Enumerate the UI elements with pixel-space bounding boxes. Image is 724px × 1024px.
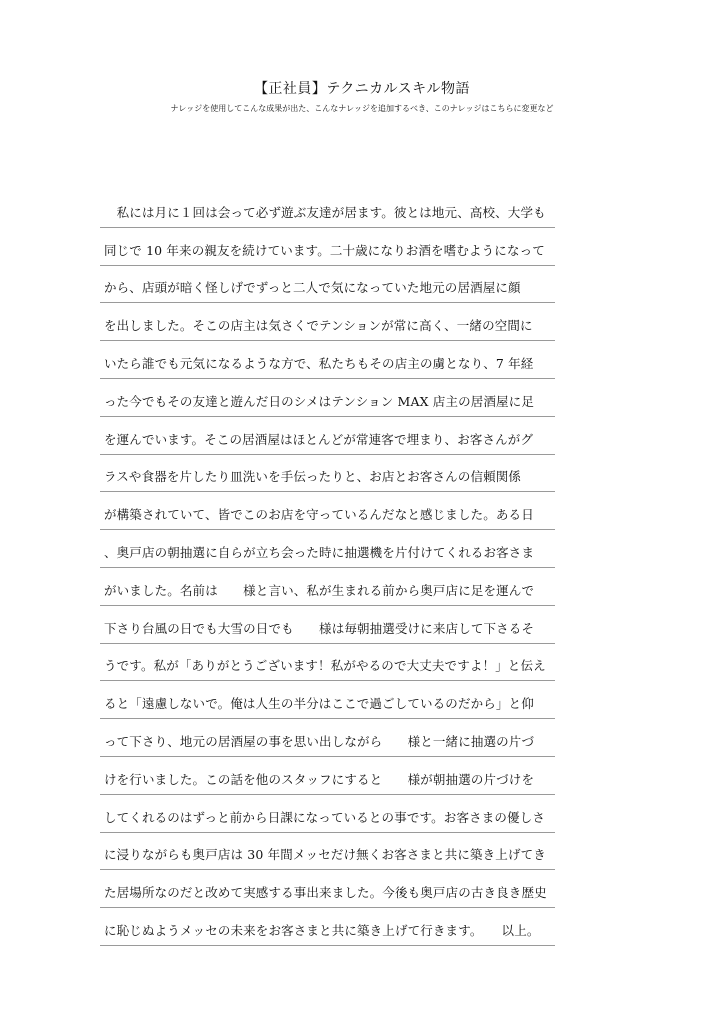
body-line-text: ラスや食器を片したり皿洗いを手伝ったりと、お店とお客さんの信頼関係	[104, 469, 522, 485]
body-line-text: に恥じぬようメッセの未来をお客さまと共に築き上げて行きます。 以上。	[104, 922, 540, 938]
body-line	[100, 833, 555, 871]
body-line-text: してくれるのはずっと前から日課になっているとの事です。お客さまの優しさ	[104, 809, 546, 825]
body-line-text: 私には月に１回は会って必ず遊ぶ友達が居ます。彼とは地元、高校、大学も	[104, 204, 546, 220]
body-line	[100, 303, 555, 341]
body-line	[100, 681, 555, 719]
body-line	[100, 492, 555, 530]
body-line-text: から、店頭が暗く怪しげでずっと二人で気になっていた地元の居酒屋に顔	[104, 280, 521, 296]
body-line-text: ると「遠慮しないで。俺は人生の半分はここで過ごしているのだから」と仰	[104, 696, 534, 712]
document-subtitle: ナレッジを使用してこんな成果が出た、こんなナレッジを追加するべき、このナレッジはこちらに変更など	[170, 104, 554, 113]
body-line	[100, 190, 555, 228]
document-body	[100, 190, 555, 946]
body-line-text: 下さり台風の日でも大雪の日でも 様は毎朝抽選受けに来店して下さるそ	[104, 620, 535, 636]
body-line	[100, 606, 555, 644]
body-line	[100, 228, 555, 266]
document-title: 【正社員】テクニカルスキル物語	[253, 81, 471, 97]
body-line	[100, 719, 555, 757]
body-line	[100, 644, 555, 682]
body-line	[100, 455, 555, 493]
body-line-text: た居場所なのだと改めて実感する事出来ました。今後も奥戸店の古き良き歴史	[104, 885, 547, 901]
body-line	[100, 379, 555, 417]
body-line	[100, 341, 555, 379]
body-line-text: 、奥戸店の朝抽選に自らが立ち会った時に抽選機を片付けてくれるお客さま	[104, 544, 535, 560]
body-line-text: うです。私が「ありがとうございます！私がやるので大丈夫ですよ！」と伝え	[104, 658, 546, 674]
body-line	[100, 266, 555, 304]
body-line-text: が構築されていて、皆でこのお店を守っているんだなと感じました。ある日	[104, 507, 534, 523]
body-line	[100, 870, 555, 908]
body-line-text: を運んでいます。そこの居酒屋はほとんどが常連客で埋まり、お客さんがグ	[104, 431, 534, 447]
body-line	[100, 417, 555, 455]
body-line	[100, 568, 555, 606]
body-line	[100, 530, 555, 568]
body-line	[100, 908, 555, 946]
body-line	[100, 795, 555, 833]
body-line-text: いたら誰でも元気になるような方で、私たちもその店主の虜となり、7 年経	[104, 355, 534, 371]
body-line-text: を出しました。そこの店主は気さくでテンションが常に高く、一緒の空間に	[104, 318, 533, 334]
body-line-text: けを行いました。この話を他のスタッフにすると 様が朝抽選の片づけを	[104, 771, 535, 787]
body-line-text: った今でもその友達と遊んだ日のシメはテンション MAX 店主の居酒屋に足	[104, 393, 535, 409]
body-line-text: に浸りながらも奥戸店は 30 年間メッセだけ無くお客さまと共に築き上げてき	[104, 847, 546, 863]
body-line-text: って下さり、地元の居酒屋の事を思い出しながら 様と一緒に抽選の片づ	[104, 733, 535, 749]
body-line-text: 同じで 10 年来の親友を続けています。二十歳になりお酒を嗜むようになって	[104, 242, 545, 258]
body-line	[100, 757, 555, 795]
body-line-text: がいました。名前は 様と言い、私が生まれる前から奥戸店に足を運んで	[104, 582, 535, 598]
